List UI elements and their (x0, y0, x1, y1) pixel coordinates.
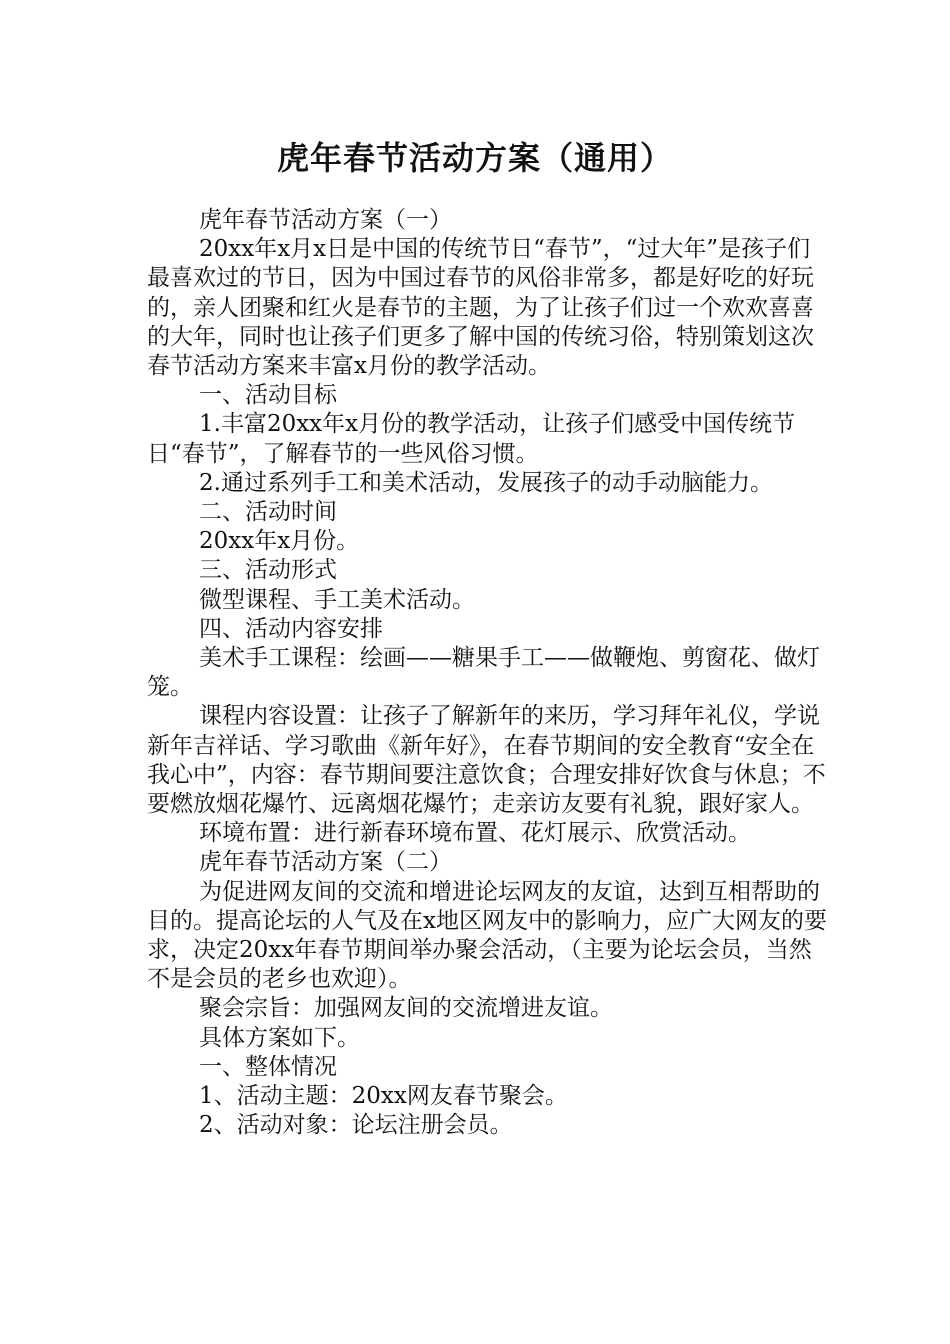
environment-text: 环境布置：进行新春环境布置、花灯展示、欣赏活动。 (199, 820, 751, 847)
heading-format: 三、活动形式 (199, 557, 337, 584)
plan-two-intro: 为促进网友间的交流和增进论坛网友的友谊，达到互相帮助的目的。提高论坛的人气及在x地区网友中的影响力，应广大网友的要求，决定20xx年春节期间举办聚会活动，（主要为论坛会员，当然不是会员的老乡也欢迎）。 (147, 878, 827, 993)
course-content-text: 课程内容设置：让孩子了解新年的来历，学习拜年礼仪，学说新年吉祥话、学习歌曲《新年好》，在春节期间的安全教育“安全在我心中”，内容：春节期间要注意饮食；合理安排好饮食与休息；不要燃放烟花爆竹、远离烟花爆竹；走亲访友要有礼貌，跟好家人。 (147, 703, 826, 818)
plan-details-text: 具体方案如下。 (199, 1024, 360, 1051)
time-text: 20xx年x月份。 (199, 528, 360, 555)
activity-theme-text: 1、活动主题：20xx网友春节聚会。 (199, 1083, 568, 1110)
document-body (147, 206, 827, 1141)
format-text: 微型课程、手工美术活动。 (199, 586, 475, 613)
heading-overall: 一、整体情况 (199, 1053, 337, 1080)
section-heading-plan-one: 虎年春节活动方案（一） (199, 207, 452, 233)
art-course-text: 美术手工课程：绘画——糖果手工——做鞭炮、剪窗花、做灯笼。 (147, 645, 820, 701)
document-title: 虎年春节活动方案（通用） (276, 139, 673, 177)
activity-target-text: 2、活动对象：论坛注册会员。 (199, 1112, 513, 1139)
heading-goals: 一、活动目标 (199, 382, 337, 409)
goal-item-2: 2.通过系列手工和美术活动，发展孩子的动手动脑能力。 (199, 469, 773, 496)
purpose-text: 聚会宗旨：加强网友间的交流增进友谊。 (199, 995, 613, 1022)
intro-paragraph: 20xx年x月x日是中国的传统节日“春节”，“过大年”是孩子们最喜欢过的节日，因为中国过春节的风俗非常多，都是好吃的好玩的，亲人团聚和红火是春节的主题，为了让孩子们过一个欢欢喜喜的大年，同时也让孩子们更多了解中国的传统习俗，特别策划这次春节活动方案来丰富x月份的教学活动。 (147, 236, 814, 380)
heading-time: 二、活动时间 (199, 499, 337, 526)
heading-content: 四、活动内容安排 (199, 615, 383, 642)
section-heading-plan-two: 虎年春节活动方案（二） (199, 849, 452, 876)
goal-item-1: 1.丰富20xx年x月份的教学活动，让孩子们感受中国传统节日“春节”，了解春节的一些风俗习惯。 (147, 411, 796, 467)
